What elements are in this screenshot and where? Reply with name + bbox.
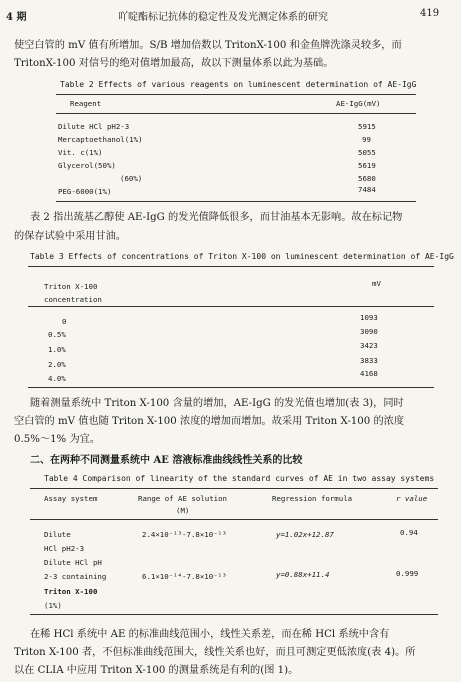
table3-value: 3833	[360, 356, 378, 365]
table4-top-rule	[30, 488, 438, 489]
table4-header-range: Range of AE solution	[138, 494, 227, 503]
table2-reagent: Glycerol(50%)	[58, 161, 116, 170]
table2-value: 99	[362, 135, 371, 144]
table4-formula: y=1.02x+12.87	[276, 530, 334, 539]
table3-value: 4168	[360, 369, 378, 378]
table3-value: 3090	[360, 327, 378, 336]
para4-line-1: 在稀 HCl 系统中 AE 的标准曲线范围小，线性关系差，而在稀 HCl 系统中含有	[30, 629, 390, 640]
table2-reagent: Dilute HCl pH2-3	[58, 122, 130, 131]
table4-header-system: Assay system	[44, 494, 98, 503]
table4-system: HCl pH2-3	[44, 544, 85, 553]
table2-header-reagent: Reagent	[70, 99, 102, 108]
running-title: 吖啶酯标记抗体的稳定性及发光测定体系的研究	[118, 12, 328, 23]
table3-value: 1093	[360, 313, 378, 322]
table3-conc: 0.5%	[48, 330, 66, 339]
table3-conc: 4.0%	[48, 374, 66, 383]
para3-line-3: 0.5%～1% 为宜。	[14, 434, 101, 445]
table3-conc: 2.0%	[48, 360, 66, 369]
issue-number: 4 期	[6, 12, 27, 23]
table4-r: 0.999	[396, 569, 419, 578]
para3-line-2: 空白管的 mV 值也随 Triton X-100 浓度的增加而增加。故采用 Triton X-100 的浓度	[14, 416, 405, 427]
table4-system: Triton X-100	[44, 587, 98, 596]
table2-header-rule	[56, 113, 416, 114]
table3-header-rule	[28, 306, 434, 307]
table4-header-formula: Regression formula	[272, 494, 353, 503]
table4-bottom-rule	[30, 614, 438, 615]
table2-value: 5915	[358, 122, 376, 131]
table3-bottom-rule	[28, 387, 434, 388]
table2-value: 7484	[358, 185, 376, 194]
table4-header-r: r value	[396, 494, 428, 503]
table3-top-rule	[28, 266, 434, 267]
table3-value: 3423	[360, 341, 378, 350]
table2-reagent: Mercaptoethanol(1%)	[58, 135, 143, 144]
page-number: 419	[420, 8, 440, 19]
table4-formula: y=0.88x+11.4	[276, 570, 330, 579]
table2-reagent: PEG-6000(1%)	[58, 187, 112, 196]
table4-header-rule	[30, 519, 438, 520]
table4-caption: Table 4 Comparison of linearity of the standard curves of AE in two assay systems	[44, 474, 435, 483]
para4-line-2: Triton X-100 者，不但标准曲线范围大，线性关系也好，而且可测定更低浓度(表 4)。所	[14, 647, 416, 658]
table2-header-value: AE-IgG(mV)	[336, 99, 381, 108]
table4-system: Dilute	[44, 530, 71, 539]
table2-value: 5680	[358, 174, 376, 183]
table4-header-range-unit: (M)	[176, 506, 190, 515]
para4-line-3: 以在 CLIA 中应用 Triton X-100 的测量系统是有利的(图 1)。	[14, 665, 299, 676]
section-heading: 二、在两种不同测量系统中 AE 溶液标准曲线线性关系的比较	[30, 455, 303, 466]
table2-value: 5055	[358, 148, 376, 157]
table2-value: 5619	[358, 161, 376, 170]
table3-caption: Table 3 Effects of concentrations of Triton X-100 on luminescent determination of AE-IgG	[30, 252, 454, 261]
table3-header-conc-2: concentration	[44, 295, 102, 304]
table3-header-value: mV	[372, 279, 381, 288]
table4-range: 6.1×10⁻¹⁴-7.8×10⁻¹³	[142, 572, 227, 581]
para2-line-1: 表 2 指出巯基乙醇使 AE-IgG 的发光值降低很多，而甘油基本无影响。故在标记物	[30, 212, 403, 223]
table2-top-rule	[56, 94, 416, 95]
table3-conc: 0	[62, 317, 67, 326]
intro-line-1: 使空白管的 mV 值有所增加。S/B 增加倍数以 TritonX-100 和金鱼牌洗涤灵较多，而	[14, 40, 402, 51]
table4-system: (1%)	[44, 601, 62, 610]
table4-system: Dilute HCl pH	[44, 558, 102, 567]
table3-header-conc-1: Triton X-100	[44, 282, 98, 291]
table2-bottom-rule	[56, 201, 416, 202]
table4-r: 0.94	[400, 528, 418, 537]
table2-reagent: (60%)	[120, 174, 143, 183]
intro-line-2: TritonX-100 对信号的绝对值增加最高，故以下测量体系以此为基础。	[14, 58, 334, 69]
table3-conc: 1.0%	[48, 345, 66, 354]
table4-system: 2-3 containing	[44, 572, 107, 581]
para2-line-2: 的保存试验中采用甘油。	[14, 231, 127, 242]
table2-reagent: Vit. c(1%)	[58, 148, 103, 157]
table4-range: 2.4×10⁻¹³-7.8×10⁻¹³	[142, 530, 227, 539]
para3-line-1: 随着测量系统中 Triton X-100 含量的增加，AE-IgG 的发光值也增加(表 3)，同时	[30, 398, 404, 409]
table2-caption: Table 2 Effects of various reagents on luminescent determination of AE-IgG	[60, 80, 417, 89]
